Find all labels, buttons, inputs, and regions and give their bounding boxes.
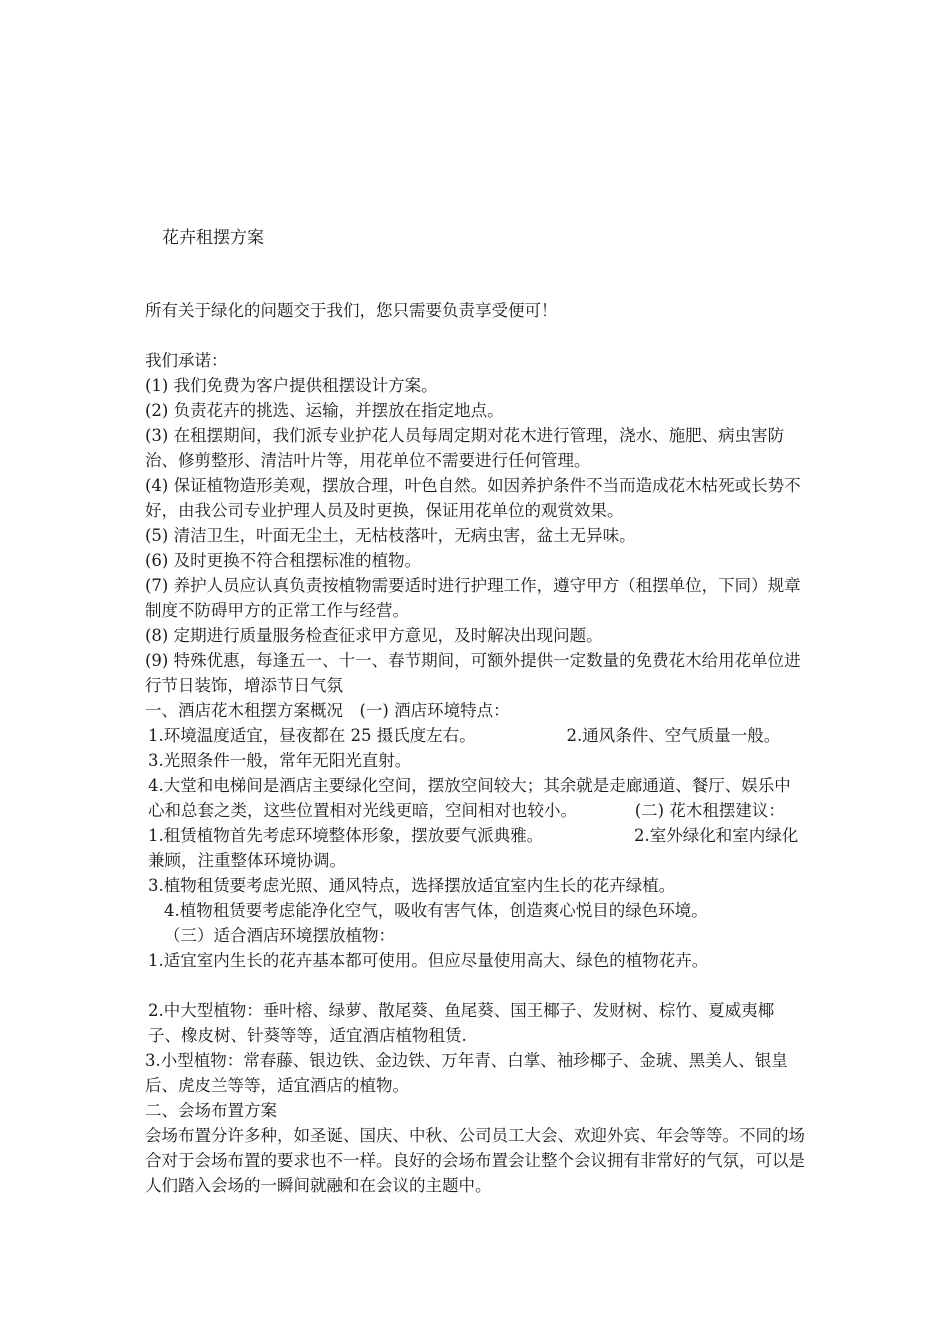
section1-paragraph: 4.大堂和电梯间是酒店主要绿化空间，摆放空间较大；其余就是走廊通道、餐厅、娱乐中心和总套之类，这些位置相对光线更暗，空间相对也较小。 (二) 花木租摆建议： bbox=[148, 776, 791, 820]
blank-line bbox=[145, 973, 807, 998]
promise-item: (4) 保证植物造形美观，摆放合理，叶色自然。如因养护条件不当而造成花木枯死或长势不好，由我公司专业护理人员及时更换，保证用花单位的观赏效果。 bbox=[145, 476, 801, 520]
section1-paragraph: 2.中大型植物：垂叶榕、绿萝、散尾葵、鱼尾葵、国王椰子、发财树、棕竹、夏威夷椰子、橡皮树、针葵等等，适宜酒店植物租赁. bbox=[148, 1001, 775, 1045]
promise-item: (9) 特殊优惠，每逢五一、十一、春节期间，可额外提供一定数量的免费花木给用花单位进行节日装饰，增添节日气氛 bbox=[145, 651, 801, 695]
section1-paragraph: 3.小型植物：常春藤、银边铁、金边铁、万年青、白掌、袖珍椰子、金琥、黑美人、银皇后、虎皮兰等等，适宜酒店的植物。 bbox=[145, 1051, 788, 1095]
section1-subheading: （三）适合酒店环境摆放植物： bbox=[164, 926, 395, 945]
section1-heading: 一、酒店花木租摆方案概况 (一) 酒店环境特点： bbox=[145, 701, 510, 720]
document-body bbox=[145, 298, 855, 1198]
promise-item: (5) 清洁卫生，叶面无尘土，无枯枝落叶，无病虫害，盆土无异味。 bbox=[145, 526, 636, 545]
section1-paragraph: 1.环境温度适宜，昼夜都在 25 摄氏度左右。 2.通风条件、空气质量一般。 3.光照条件一般，常年无阳光直射。 bbox=[148, 726, 855, 770]
section1-paragraph: 1.适宜室内生长的花卉基本都可使用。但应尽量使用高大、绿色的植物花卉。 bbox=[148, 951, 709, 970]
promise-item: (3) 在租摆期间，我们派专业护花人员每周定期对花木进行管理，浇水、施肥、病虫害防治、修剪整形、清洁叶片等，用花单位不需要进行任何管理。 bbox=[145, 426, 785, 470]
promise-item: (8) 定期进行质量服务检查征求甲方意见，及时解决出现问题。 bbox=[145, 626, 603, 645]
section2-heading: 二、会场布置方案 bbox=[145, 1101, 277, 1120]
blank-line bbox=[145, 323, 807, 348]
promise-item: (7) 养护人员应认真负责按植物需要适时进行护理工作，遵守甲方（租摆单位，下同）规章制度不防碍甲方的正常工作与经营。 bbox=[145, 576, 801, 620]
section1-paragraph: 3.植物租赁要考虑光照、通风特点，选择摆放适宜室内生长的花卉绿植。 bbox=[148, 876, 676, 895]
promise-item: (6) 及时更换不符合租摆标准的植物。 bbox=[145, 551, 422, 570]
promise-item: (1) 我们免费为客户提供租摆设计方案。 bbox=[145, 376, 438, 395]
promise-heading: 我们承诺： bbox=[145, 351, 228, 370]
section1-paragraph: 1.租赁植物首先考虑环境整体形象，摆放要气派典雅。 2.室外绿化和室内绿化兼顾，注重整体环境协调。 bbox=[148, 826, 799, 870]
section1-paragraph: 4.植物租赁要考虑能净化空气，吸收有害气体，创造爽心悦目的绿色环境。 bbox=[164, 901, 708, 920]
intro-paragraph: 所有关于绿化的问题交于我们，您只需要负责享受便可！ bbox=[145, 301, 558, 320]
promise-item: (2) 负责花卉的挑选、运输，并摆放在指定地点。 bbox=[145, 401, 504, 420]
document-title: 花卉租摆方案 bbox=[162, 228, 264, 248]
section2-paragraph: 会场布置分许多种，如圣诞、国庆、中秋、公司员工大会、欢迎外宾、年会等等。不同的场合对于会场布置的要求也不一样。良好的会场布置会让整个会议拥有非常好的气氛，可以是人们踏入会场的一瞬间就融和在会议的主题中。 bbox=[145, 1126, 805, 1195]
